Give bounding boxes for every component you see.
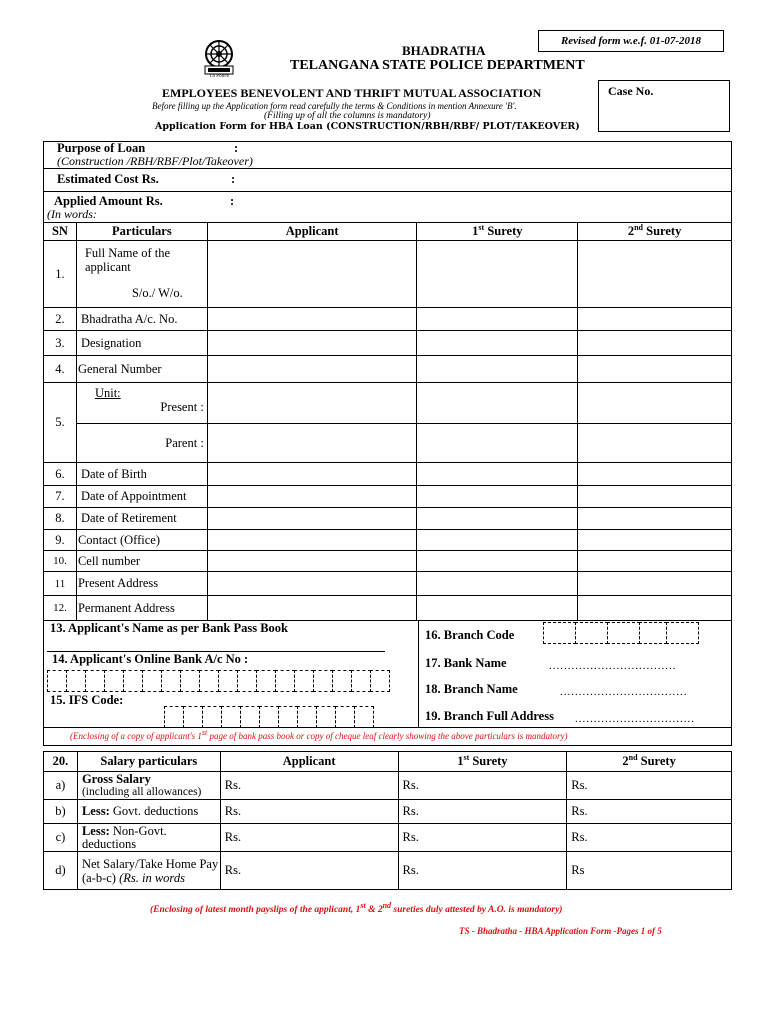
table-row [44,551,732,572]
surety2-gross-salary-field[interactable]: Rs. [567,772,732,800]
surety1-govt-deductions-field[interactable]: Rs. [398,800,567,824]
surety2-full-name-field[interactable] [578,241,732,308]
applicant-full-name-field[interactable] [207,241,417,308]
parent-label: Parent : [76,424,207,463]
salary-particulars-table [43,751,732,890]
surety2-dor-field[interactable] [578,508,732,530]
surety1-permanent-address-field[interactable] [417,596,578,621]
police-logo-caption: TS Police [209,74,229,79]
applicant-net-salary-field[interactable]: Rs. [220,852,398,890]
surety2-designation-field[interactable] [578,331,732,356]
unit-present-label [76,383,207,424]
table-row [44,241,732,308]
general-number-label: General Number [76,356,207,383]
purpose-label: Purpose of Loan [57,141,146,155]
govt-deductions-label: Less: Govt. deductions [77,800,220,824]
surety1-cell-field[interactable] [417,551,578,572]
applicant-gross-salary-field[interactable]: Rs. [220,772,398,800]
unit-label: Unit: [94,386,121,400]
table-row [44,572,732,596]
surety2-general-number-field[interactable] [578,356,732,383]
surety1-net-salary-field[interactable]: Rs. [398,852,567,890]
applicant-present-address-field[interactable] [207,572,417,596]
ifs-code-label: 15. IFS Code: [50,693,124,707]
purpose-colon: : [234,141,239,155]
non-govt-deductions-label: Less: Non-Govt. deductions [77,824,220,852]
table-header-row [44,223,732,241]
org-name: BHADRATHA [402,43,486,58]
row-sn: a) [44,772,78,800]
header-sn: SN [44,223,77,241]
online-account-label: 14. Applicant's Online Bank A/c No : [52,652,249,666]
surety2-govt-deductions-field[interactable]: Rs. [567,800,732,824]
payslip-enclosure-note: (Enclosing of latest month payslips of the applicant, 1st & 2nd sureties duly attested by A.O. is mandatory) [150,901,563,916]
surety1-contact-field[interactable] [417,530,578,551]
applicant-contact-field[interactable] [207,530,417,551]
applicant-doa-field[interactable] [207,486,417,508]
applicant-non-govt-deductions-field[interactable]: Rs. [220,824,398,852]
contact-office-label: Contact (Office) [76,530,207,551]
branch-name-field[interactable]: .................................. [560,686,688,698]
row-sn: 9. [44,530,77,551]
present-address-label: Present Address [76,572,207,596]
applicant-bhadratha-ac-field[interactable] [207,308,417,331]
case-no-label: Case No. [608,84,654,98]
header-surety-2: 2nd Surety [578,223,732,241]
revised-form-note: Revised form w.e.f. 01-07-2018 [538,30,724,52]
table-row [44,530,732,551]
police-logo [196,38,242,82]
dob-label: Date of Birth [76,463,207,486]
salary-header-particulars: Salary particulars [77,752,220,772]
applicant-designation-field[interactable] [207,331,417,356]
surety2-cell-field[interactable] [578,551,732,572]
bank-enclosure-note: (Enclosing of a copy of applicant's 1st page of bank pass book or copy of cheque leaf clearly showing the above particulars is mandatory) [70,728,568,741]
permanent-address-label: Permanent Address [76,596,207,621]
header-applicant: Applicant [207,223,417,241]
table-row [44,852,732,890]
table-row [44,800,732,824]
page-footer: TS - Bhadratha - HBA Application Form -Pages 1 of 5 [459,926,662,936]
case-no-box [598,80,730,132]
header-surety-1: 1st Surety [417,223,578,241]
surety1-designation-field[interactable] [417,331,578,356]
row-sn: 11 [44,572,77,596]
estimated-cost-colon: : [231,172,236,186]
applicant-dor-field[interactable] [207,508,417,530]
applicant-unit-present-field[interactable] [207,383,417,424]
row-sn: 7. [44,486,77,508]
surety1-general-number-field[interactable] [417,356,578,383]
row-sn: 5. [44,383,77,463]
row-sn: b) [44,800,78,824]
surety1-full-name-field[interactable] [417,241,578,308]
full-name-label: Full Name of the applicant S/o./ W/o. [76,241,207,308]
row-sn: 2. [44,308,77,331]
dor-label: Date of Retirement [76,508,207,530]
salary-header-surety-2: 2nd Surety [567,752,732,772]
surety2-contact-field[interactable] [578,530,732,551]
surety1-gross-salary-field[interactable]: Rs. [398,772,567,800]
association-name: EMPLOYEES BENEVOLENT AND THRIFT MUTUAL ASSOCIATION [162,86,542,100]
branch-name-label: 18. Branch Name [425,682,518,696]
applicant-cell-field[interactable] [207,551,417,572]
table-row [44,331,732,356]
mandatory-note: (Filling up of all the columns is mandatory) [264,111,431,121]
surety2-bhadratha-ac-field[interactable] [578,308,732,331]
surety2-permanent-address-field[interactable] [578,596,732,621]
table-row [44,596,732,621]
applicant-unit-parent-field[interactable] [207,424,417,463]
table-row [44,508,732,530]
salary-header-applicant: Applicant [220,752,398,772]
surety1-bhadratha-ac-field[interactable] [417,308,578,331]
bank-divider-vertical [418,620,419,727]
row-sn: 8. [44,508,77,530]
bank-name-field[interactable]: .................................. [549,660,677,672]
designation-label: Designation [76,331,207,356]
salary-header-sn: 20. [44,752,78,772]
applied-amount-label: Applied Amount Rs. [54,194,163,208]
estimated-cost-label: Estimated Cost Rs. [57,172,159,186]
table-row [44,308,732,331]
bank-name-label: 17. Bank Name [425,656,507,670]
cell-number-label: Cell number [76,551,207,572]
branch-address-label: 19. Branch Full Address [425,709,554,723]
row-sn: 1. [44,241,77,308]
salary-header-surety-1: 1st Surety [398,752,567,772]
surety1-unit-parent-field[interactable] [417,424,578,463]
applicant-particulars-table [43,222,732,621]
surety2-net-salary-field[interactable]: Rs [567,852,732,890]
present-label: Present : [160,400,204,414]
row-sn: c) [44,824,78,852]
row-sn: 12. [44,596,77,621]
applicant-permanent-address-field[interactable] [207,596,417,621]
row-sn: 6. [44,463,77,486]
purpose-options: (Construction /RBH/RBF/Plot/Takeover) [57,154,253,168]
surety1-non-govt-deductions-field[interactable]: Rs. [398,824,567,852]
surety1-present-address-field[interactable] [417,572,578,596]
in-words-label: (In words: [47,207,97,221]
table-row [44,824,732,852]
table-row [44,463,732,486]
applicant-general-number-field[interactable] [207,356,417,383]
table-row [44,772,732,800]
surety1-dob-field[interactable] [417,463,578,486]
surety2-present-address-field[interactable] [578,572,732,596]
row-sn: 10. [44,551,77,572]
row-sn: d) [44,852,78,890]
header-particulars: Particulars [76,223,207,241]
surety2-non-govt-deductions-field[interactable]: Rs. [567,824,732,852]
branch-address-field[interactable]: ................................ [575,713,695,725]
surety1-unit-present-field[interactable] [417,383,578,424]
surety1-dor-field[interactable] [417,508,578,530]
doa-label: Date of Appointment [76,486,207,508]
applied-amount-colon: : [230,194,235,208]
table-row [44,486,732,508]
bhadratha-ac-label: Bhadratha A/c. No. [76,308,207,331]
surety1-doa-field[interactable] [417,486,578,508]
surety2-doa-field[interactable] [578,486,732,508]
applicant-dob-field[interactable] [207,463,417,486]
surety2-dob-field[interactable] [578,463,732,486]
net-salary-label: Net Salary/Take Home Pay (a-b-c) (Rs. in words [77,852,220,890]
instruction-text: Before filling up the Application form read carefully the terms & Conditions in mention Annexure 'B'. [152,101,517,111]
form-title: Application Form for HBA Loan (CONSTRUCTION/RBH/RBF/ PLOT/TAKEOVER) [155,121,580,132]
gross-salary-label: Gross Salary (including all allowances) [77,772,220,800]
branch-code-boxes[interactable] [543,622,698,649]
son-of-wife-of-label: S/o./ W/o. [131,286,183,300]
surety2-unit-parent-field[interactable] [578,424,732,463]
loan-divider-2 [43,191,732,192]
branch-code-label: 16. Branch Code [425,628,515,642]
table-row [44,356,732,383]
row-sn: 4. [44,356,77,383]
applicant-govt-deductions-field[interactable]: Rs. [220,800,398,824]
passbook-name-label: 13. Applicant's Name as per Bank Pass Book [50,621,289,635]
table-row [44,383,732,424]
table-row [44,424,732,463]
salary-header-row [44,752,732,772]
row-sn: 3. [44,331,77,356]
department-name: TELANGANA STATE POLICE DEPARTMENT [290,58,585,73]
surety2-unit-present-field[interactable] [578,383,732,424]
